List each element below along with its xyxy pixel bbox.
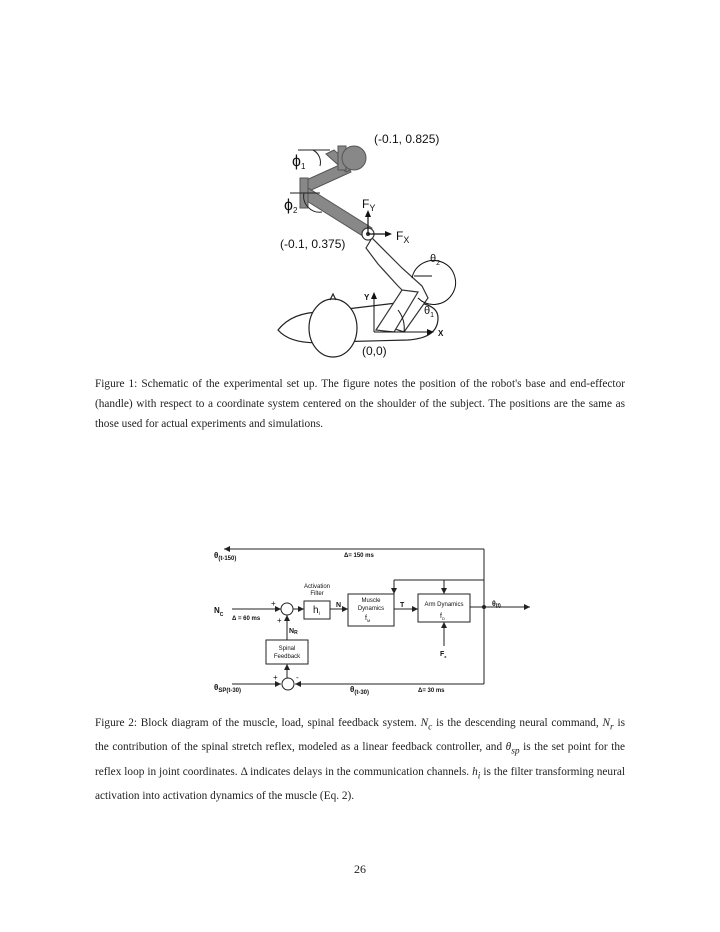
handle-coord-label: (-0.1, 0.375): [280, 237, 346, 251]
robot-base: [342, 146, 366, 170]
sum-junction-top: [281, 603, 293, 615]
phi2-label: ϕ2: [284, 197, 298, 215]
fm-label: $f_M$: [365, 615, 371, 623]
figure-2-block-diagram: [0, 540, 720, 700]
figure-1-schematic: [0, 0, 720, 370]
spinal-feedback-label-2: Feedback: [273, 654, 301, 660]
spinal-feedback-block: [266, 640, 308, 664]
activation-filter-label-1: Activation: [303, 584, 331, 590]
theta2-label: $\theta_2$: [430, 253, 441, 267]
arm-dynamics-label: Arm Dynamics: [424, 602, 464, 608]
h-label: $h_i$: [313, 605, 320, 617]
figure-2-caption-label: Figure 2:: [95, 717, 138, 729]
delay-150-label: Δ= 150 ms: [344, 553, 374, 559]
delay-60-label: Δ = 60 ms: [232, 616, 261, 622]
theta1-label: $\theta_1$: [424, 305, 435, 319]
figure-1-caption-text: Schematic of the experimental set up. The figure notes the position of the robot's base and end-effector (handle) with respect to a coordinate system centered on the shoulder of the subject. The positions are the same as those used for actual experiments and simulations.: [95, 378, 625, 430]
minus-label: -: [296, 673, 299, 682]
theta-t-label: θ(t): [492, 601, 501, 609]
fy-label: $F_Y$: [362, 197, 376, 213]
fx-label: $F_X$: [396, 229, 410, 245]
figure-1-caption-label: Figure 1:: [95, 378, 138, 390]
robot-link-2: [302, 188, 372, 238]
theta-t30-label: $\theta_{(t-30)}$: [350, 685, 369, 696]
figure-1-caption: [95, 374, 625, 434]
nc-label: $N_C$: [214, 606, 224, 618]
theta-sp-label: $\theta_{SP(t-30)}$: [214, 683, 241, 694]
n-label: N: [336, 602, 342, 609]
t-label: T: [400, 602, 405, 609]
fx-input-label: $F_x$: [440, 651, 447, 659]
base-coord-label: (-0.1, 0.825): [374, 132, 440, 146]
plus-bottom-label: +: [277, 616, 282, 625]
theta-t150-label: $\theta_{(t-150)}$: [214, 551, 237, 562]
phi1-label: ϕ1: [292, 153, 306, 171]
origin-label: (0,0): [362, 344, 387, 358]
activation-filter-label-2: Filter: [310, 591, 324, 597]
delay-30-label: Δ= 30 ms: [418, 688, 445, 694]
fd-label: $f_D$: [440, 613, 445, 621]
muscle-dynamics-label-2: Dynamics: [357, 606, 385, 612]
plus-sp-label: +: [273, 673, 278, 682]
muscle-dynamics-label-1: Muscle: [361, 598, 381, 604]
spinal-feedback-label-1: Spinal: [278, 646, 296, 652]
nr-label: NR: [289, 628, 298, 636]
sum-junction-bottom: [282, 678, 294, 690]
x-axis-label: X: [438, 329, 444, 338]
y-axis-label: Y: [364, 293, 370, 302]
figure-2-caption: Figure 2: Block diagram of the muscle, load, spinal feedback system. $N_c$ is the descending neural command, $N_r$ is the contribution of the spinal stretch reflex, modeled as a linear feedback controller, and $\theta_{sp}$ is the set point for the reflex loop in joint coordinates. Δ indicates delays in the communication channels. $h_i$ is the filter transforming neural activation into activation dynamics of the muscle (Eq. 2).: [95, 717, 626, 802]
plus-top-label: +: [271, 599, 276, 608]
page-number: 26: [354, 862, 366, 876]
subject-head: [309, 299, 357, 357]
